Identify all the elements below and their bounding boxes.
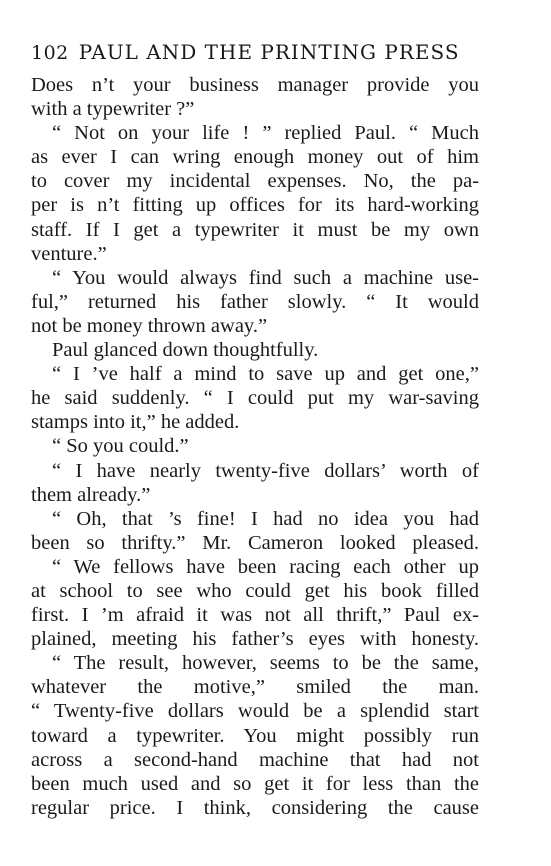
- text-line: Paul glanced down thoughtfully.: [52, 339, 319, 362]
- text-line: toward a typewriter. You might possibly run: [31, 724, 479, 747]
- text-line: “ The result, however, seems to be the same,: [52, 652, 479, 675]
- text-line: venture.”: [31, 242, 107, 265]
- text-line: he said suddenly. “ I could put my war-saving: [31, 387, 479, 410]
- text-line: across a second-hand machine that had not: [31, 748, 479, 771]
- text-line: been much used and so get it for less than the: [31, 772, 479, 795]
- text-line: ful,” returned his father slowly. “ It would: [31, 290, 479, 313]
- text-line: as ever I can wring enough money out of him: [31, 146, 479, 169]
- page-header: [31, 40, 479, 70]
- text-line: Does n’t your business manager provide you: [31, 74, 479, 96]
- text-line: to cover my incidental expenses. No, the pa-: [31, 170, 479, 193]
- text-line: first. I ’m afraid it was not all thrift,” Paul ex-: [31, 604, 479, 627]
- text-line: been so thrifty.” Mr. Cameron looked pleased.: [31, 531, 479, 554]
- text-line: “ Oh, that ’s fine! I had no idea you had: [52, 507, 479, 530]
- text-line: “ I have nearly twenty-five dollars’ worth of: [52, 459, 479, 482]
- text-line: per is n’t fitting up offices for its hard-working: [31, 194, 479, 217]
- text-line: regular price. I think, considering the cause: [31, 796, 479, 819]
- text-line: “ You would always find such a machine use-: [52, 266, 479, 289]
- text-line: at school to see who could get his book filled: [31, 579, 479, 602]
- text-line: not be money thrown away.”: [31, 314, 268, 337]
- text-line: them already.”: [31, 483, 151, 506]
- text-line: “ I ’ve half a mind to save up and get one,”: [52, 363, 479, 386]
- text-line: “ So you could.”: [52, 435, 189, 458]
- page-number: 102: [31, 42, 69, 64]
- text-line: stamps into it,” he added.: [31, 411, 240, 434]
- text-line: “ We fellows have been racing each other up: [52, 555, 479, 578]
- running-title: PAUL AND THE PRINTING PRESS: [78, 40, 460, 64]
- text-line: staff. If I get a typewriter it must be my own: [31, 218, 479, 241]
- body-text: [31, 73, 479, 820]
- text-line: whatever the motive,” smiled the man.: [31, 676, 479, 699]
- text-line: “ Twenty-five dollars would be a splendid start: [31, 700, 479, 723]
- book-page: [31, 40, 479, 820]
- text-line: “ Not on your life ! ” replied Paul. “ Much: [52, 122, 479, 145]
- text-line: with a typewriter ?”: [31, 98, 195, 121]
- text-line: plained, meeting his father’s eyes with honesty.: [31, 628, 479, 651]
